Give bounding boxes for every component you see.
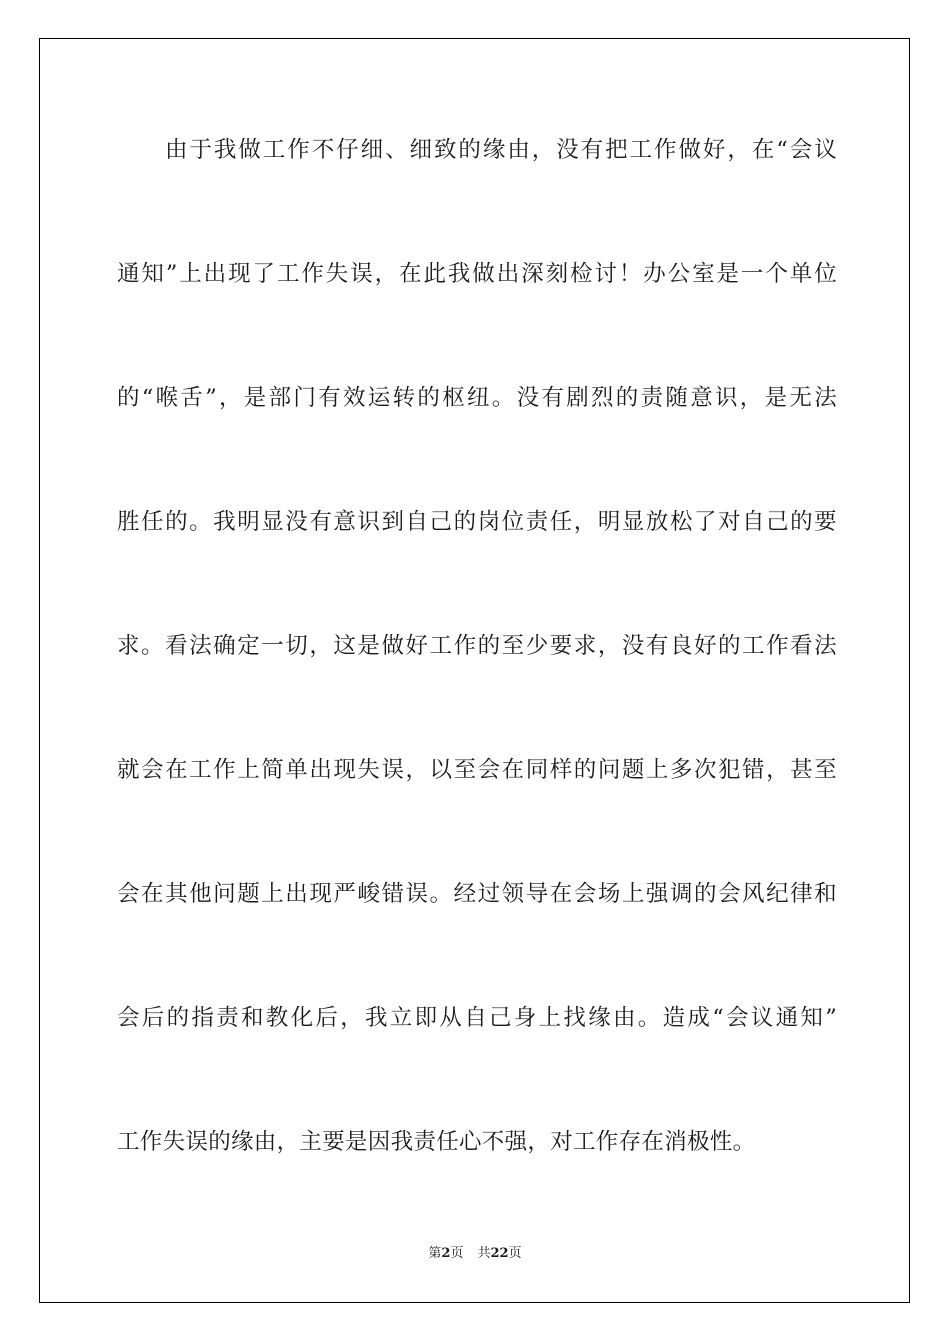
paragraph-line-2: 通知”上出现了工作失误，在此我做出深刻检讨！办公室是一个单位 <box>117 261 837 287</box>
page-footer <box>0 1245 950 1263</box>
paragraph-line-5: 求。看法确定一切，这是做好工作的至少要求，没有良好的工作看法 <box>117 633 837 659</box>
paragraph-line-9: 工作失误的缘由，主要是因我责任心不强，对工作存在消极性。 <box>117 1129 756 1155</box>
paragraph-line-4: 胜任的。我明显没有意识到自己的岗位责任，明显放松了对自己的要 <box>117 509 837 535</box>
footer-total-suffix: 页 <box>508 1246 522 1261</box>
footer-total-prefix: 共 <box>477 1246 491 1261</box>
paragraph-line-1: 由于我做工作不仔细、细致的缘由，没有把工作做好，在“会议 <box>165 137 837 163</box>
footer-page-prefix: 第 <box>428 1246 442 1261</box>
page-border <box>39 38 910 1303</box>
paragraph-line-3: 的“喉舌”，是部门有效运转的枢纽。没有剧烈的责随意识，是无法 <box>117 385 837 411</box>
footer-page-suffix: 页 <box>450 1246 464 1261</box>
paragraph-line-8: 会后的指责和教化后，我立即从自己身上找缘由。造成“会议通知” <box>117 1005 837 1031</box>
footer-page-number: 2 <box>441 1246 451 1261</box>
footer-total-pages: 22 <box>490 1246 509 1261</box>
paragraph-line-7: 会在其他问题上出现严峻错误。经过领导在会场上强调的会风纪律和 <box>117 881 837 907</box>
paragraph-line-6: 就会在工作上简单出现失误，以至会在同样的问题上多次犯错，甚至 <box>117 757 837 783</box>
